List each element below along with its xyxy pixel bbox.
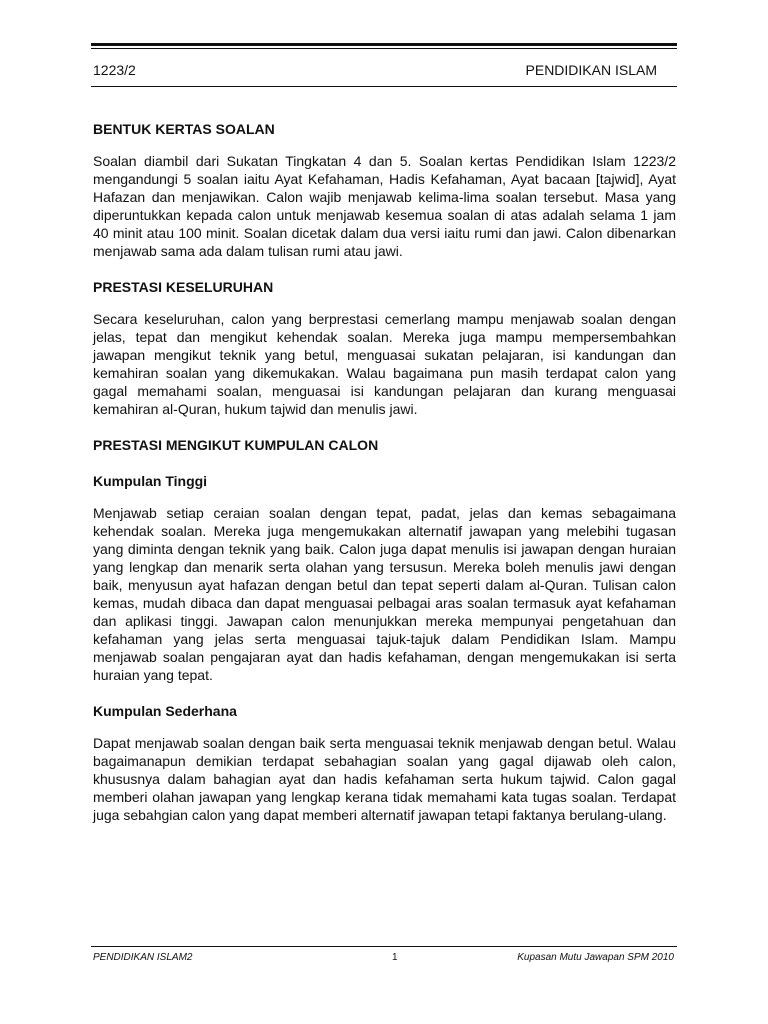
footer-page-number: 1 xyxy=(392,952,398,963)
header-paper-code: 1223/2 xyxy=(93,62,136,78)
header-subject: PENDIDIKAN ISLAM xyxy=(525,62,657,78)
header-rule xyxy=(91,86,677,87)
subsection-body-sederhana: Dapat menjawab soalan dengan baik serta menguasai teknik menjawab dengan betul. Walau bagaimanapun demikian terdapat sebahagian soalan yang gagal dijawab oleh calon, khususnya dalam bahagian ayat dan hadis kefahaman serta hukum tajwid. Calon gagal memberi olahan jawapan yang lengkap kerana tidak memahami kata tugas soalan. Terdapat juga sebahgian calon yang dapat memberi alternatif jawapan tetapi faktanya berulang-ulang. xyxy=(93,735,676,823)
top-double-rule xyxy=(91,43,677,49)
section-body-prestasi-keseluruhan: Secara keseluruhan, calon yang berprestasi cemerlang mampu menjawab soalan dengan jelas, tepat dan mengikut kehendak soalan. Mereka juga mampu mempersembahkan jawapan mengikut teknik yang betul, menguasai sukatan pelajaran, isi kandungan dan kemahiran soalan yang dikemukakan. Walau bagaimana pun masih terdapat calon yang gagal memahami soalan, menguasai isi kandungan pelajaran dan kurang menguasai kemahiran al-Quran, hukum tajwid dan menulis jawi. xyxy=(93,311,676,417)
footer-rule xyxy=(91,946,677,947)
subsection-title-tinggi: Kumpulan Tinggi xyxy=(93,473,208,489)
subsection-title-sederhana: Kumpulan Sederhana xyxy=(93,703,237,719)
section-title-kumpulan-calon: PRESTASI MENGIKUT KUMPULAN CALON xyxy=(93,437,379,453)
subsection-body-tinggi: Menjawab setiap ceraian soalan dengan tepat, padat, jelas dan kemas sebagaimana kehendak soalan. Mereka juga mengemukakan alternatif jawapan yang melebihi tugasan yang diminta dengan teknik yang baik. Calon juga dapat menulis isi jawapan dengan huraian yang lengkap dan menarik serta olahan yang tersusun. Mereka boleh menulis jawi dengan baik, menyusun ayat hafazan dengan betul dan tepat seperti dalam al-Quran. Tulisan calon kemas, mudah dibaca dan dapat menguasai pelbagai aras soalan termasuk ayat kefahaman dan aplikasi tinggi. Jawapan calon menunjukkan mereka mempunyai pengetahuan dan kefahaman yang jelas serta menguasai tajuk-tajuk dalam Pendidikan Islam. Mampu menjawab soalan pengajaran ayat dan hadis kefahaman, dengan mengemukakan isi serta huraian yang tepat. xyxy=(93,505,676,683)
section-title-prestasi-keseluruhan: PRESTASI KESELURUHAN xyxy=(93,279,274,295)
footer-right: Kupasan Mutu Jawapan SPM 2010 xyxy=(517,952,674,963)
section-title-bentuk: BENTUK KERTAS SOALAN xyxy=(93,121,275,137)
document-body xyxy=(93,120,676,824)
footer-left: PENDIDIKAN ISLAM2 xyxy=(93,952,193,963)
section-body-bentuk: Soalan diambil dari Sukatan Tingkatan 4 dan 5. Soalan kertas Pendidikan Islam 1223/2 mengandungi 5 soalan iaitu Ayat Kefahaman, Hadis Kefahaman, Ayat bacaan [tajwid], Ayat Hafazan dan menjawikan. Calon wajib menjawab kelima-lima soalan tersebut. Masa yang diperuntukkan kepada calon untuk menjawab kesemua soalan di atas adalah selama 1 jam 40 minit atau 100 minit. Soalan dicetak dalam dua versi iaitu rumi dan jawi. Calon dibenarkan menjawab sama ada dalam tulisan rumi atau jawi. xyxy=(93,153,676,259)
